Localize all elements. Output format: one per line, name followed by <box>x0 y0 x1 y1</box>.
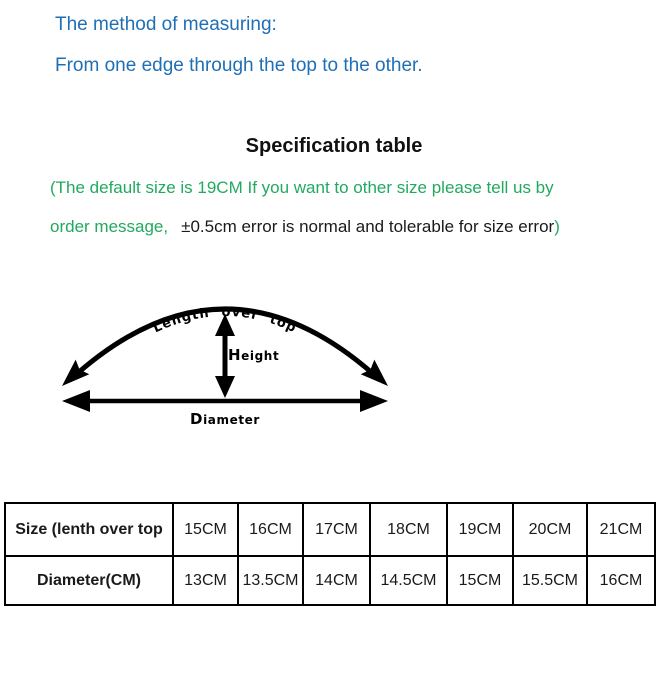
table-cell-diameter-14: 14CM <box>303 556 370 605</box>
table-cell-size-21: 21CM <box>587 503 655 556</box>
table-cell-size-19-default: 19CM <box>447 503 513 556</box>
row-header-size: Size (lenth over top <box>5 503 173 556</box>
row-header-diameter: Diameter(CM) <box>5 556 173 605</box>
height-arrowhead-bottom-icon <box>215 376 235 398</box>
table-cell-size-18: 18CM <box>370 503 447 556</box>
diameter-label: Diameter <box>190 410 260 428</box>
table-row-diameter <box>5 556 655 605</box>
table-cell-diameter-13: 13CM <box>173 556 238 605</box>
table-cell-diameter-13-5: 13.5CM <box>238 556 303 605</box>
table-cell-diameter-15-5: 15.5CM <box>513 556 587 605</box>
note-green-prefix: order message, <box>50 217 169 236</box>
table-row-size <box>5 503 655 556</box>
table-cell-diameter-15: 15CM <box>447 556 513 605</box>
note-green-suffix: ) <box>554 217 560 236</box>
table-cell-diameter-14-5: 14.5CM <box>370 556 447 605</box>
table-cell-size-17: 17CM <box>303 503 370 556</box>
table-cell-size-20: 20CM <box>513 503 587 556</box>
arc-label: Length over top <box>150 304 300 337</box>
measurement-diagram <box>60 284 390 434</box>
default-size-note-line2 <box>50 215 658 238</box>
diameter-arrowhead-right-icon <box>360 390 388 412</box>
table-cell-size-15: 15CM <box>173 503 238 556</box>
default-size-note-line1: (The default size is 19CM If you want to other size please tell us by <box>50 178 554 197</box>
measuring-method-title: The method of measuring: <box>55 14 277 35</box>
note-error-tolerance: ±0.5cm error is normal and tolerable for size error <box>181 217 555 236</box>
table-cell-size-16: 16CM <box>238 503 303 556</box>
diameter-arrowhead-left-icon <box>62 390 90 412</box>
spec-table <box>4 502 656 606</box>
table-cell-diameter-16: 16CM <box>587 556 655 605</box>
measuring-method-description: From one edge through the top to the other. <box>55 55 423 76</box>
spec-table-title: Specification table <box>245 135 423 157</box>
height-label: Height <box>228 346 280 364</box>
